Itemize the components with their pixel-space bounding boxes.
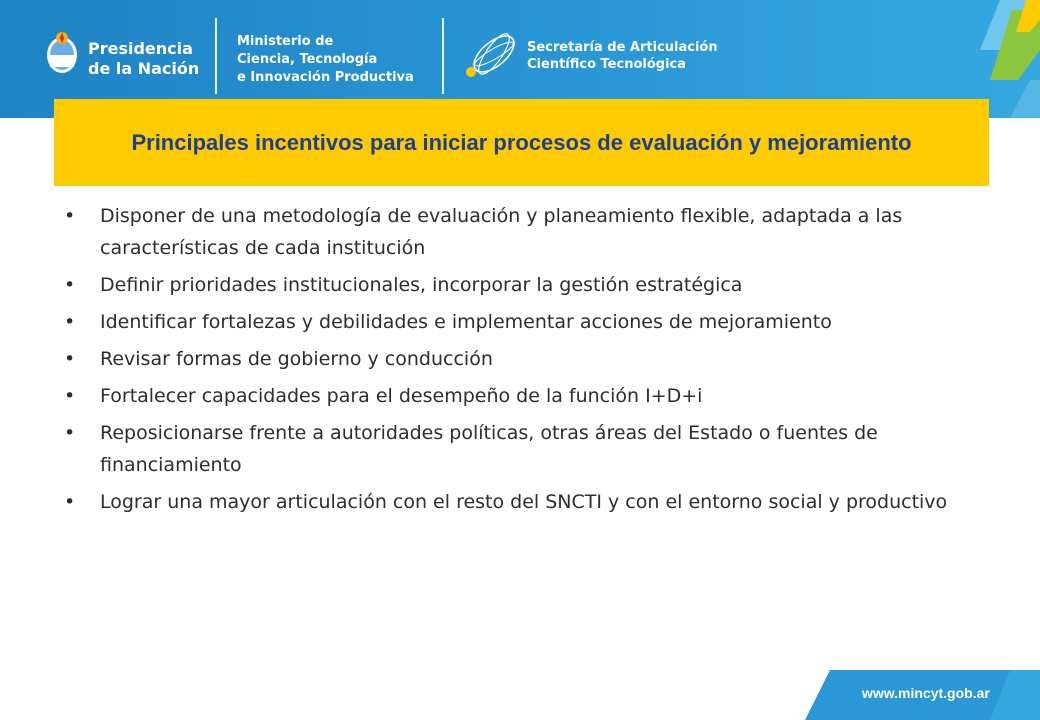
footer-url: www.mincyt.gob.ar [862, 685, 990, 701]
bullet-icon: • [64, 348, 76, 370]
secretaria-text [527, 39, 718, 73]
ministerio-line2: Ciencia, Tecnología [237, 52, 378, 67]
ministerio-line1: Ministerio de [237, 34, 334, 49]
list-item [60, 486, 960, 518]
list-item-text: Fortalecer capacidades para el desempeño de la función I+D+i [100, 385, 703, 407]
list-item-text: Reposicionarse frente a autoridades políticas, otras áreas del Estado o fuentes de financiamiento [100, 422, 878, 476]
list-item [60, 417, 960, 481]
list-item-text: Lograr una mayor articulación con el resto del SNCTI y con el entorno social y productivo [100, 491, 948, 513]
list-item [60, 269, 960, 301]
argentina-coat-of-arms-icon [44, 30, 80, 76]
presidencia-line2: de la Nación [88, 59, 200, 78]
bullet-icon: • [64, 491, 76, 513]
secretaria-line1: Secretaría de Articulación [527, 40, 718, 55]
presidencia-line1: Presidencia [88, 39, 193, 58]
list-item [60, 200, 960, 264]
list-item [60, 306, 960, 338]
orbit-logo-icon [462, 28, 522, 84]
title-bar [54, 99, 989, 186]
bullet-icon: • [64, 205, 76, 227]
ministerio-line3: e Innovación Productiva [237, 70, 414, 85]
bullet-icon: • [64, 274, 76, 296]
page-title: Principales incentivos para iniciar procesos de evaluación y mejoramiento [131, 129, 912, 155]
incentives-list [60, 200, 960, 523]
bullet-icon: • [64, 311, 76, 333]
presidencia-logo-text [88, 39, 199, 79]
ministerio-text [237, 33, 414, 87]
bullet-icon: • [64, 385, 76, 407]
list-item-text: Definir prioridades institucionales, incorporar la gestión estratégica [100, 274, 743, 296]
header-divider [442, 18, 444, 94]
list-item-text: Identificar fortalezas y debilidades e implementar acciones de mejoramiento [100, 311, 832, 333]
list-item [60, 343, 960, 375]
list-item [60, 380, 960, 412]
bullet-icon: • [64, 422, 76, 444]
list-item-text: Disponer de una metodología de evaluación y planeamiento flexible, adaptada a las características de cada institución [100, 205, 903, 259]
list-item-text: Revisar formas de gobierno y conducción [100, 348, 493, 370]
secretaria-line2: Científico Tecnológica [527, 57, 687, 72]
header-divider [215, 18, 217, 94]
